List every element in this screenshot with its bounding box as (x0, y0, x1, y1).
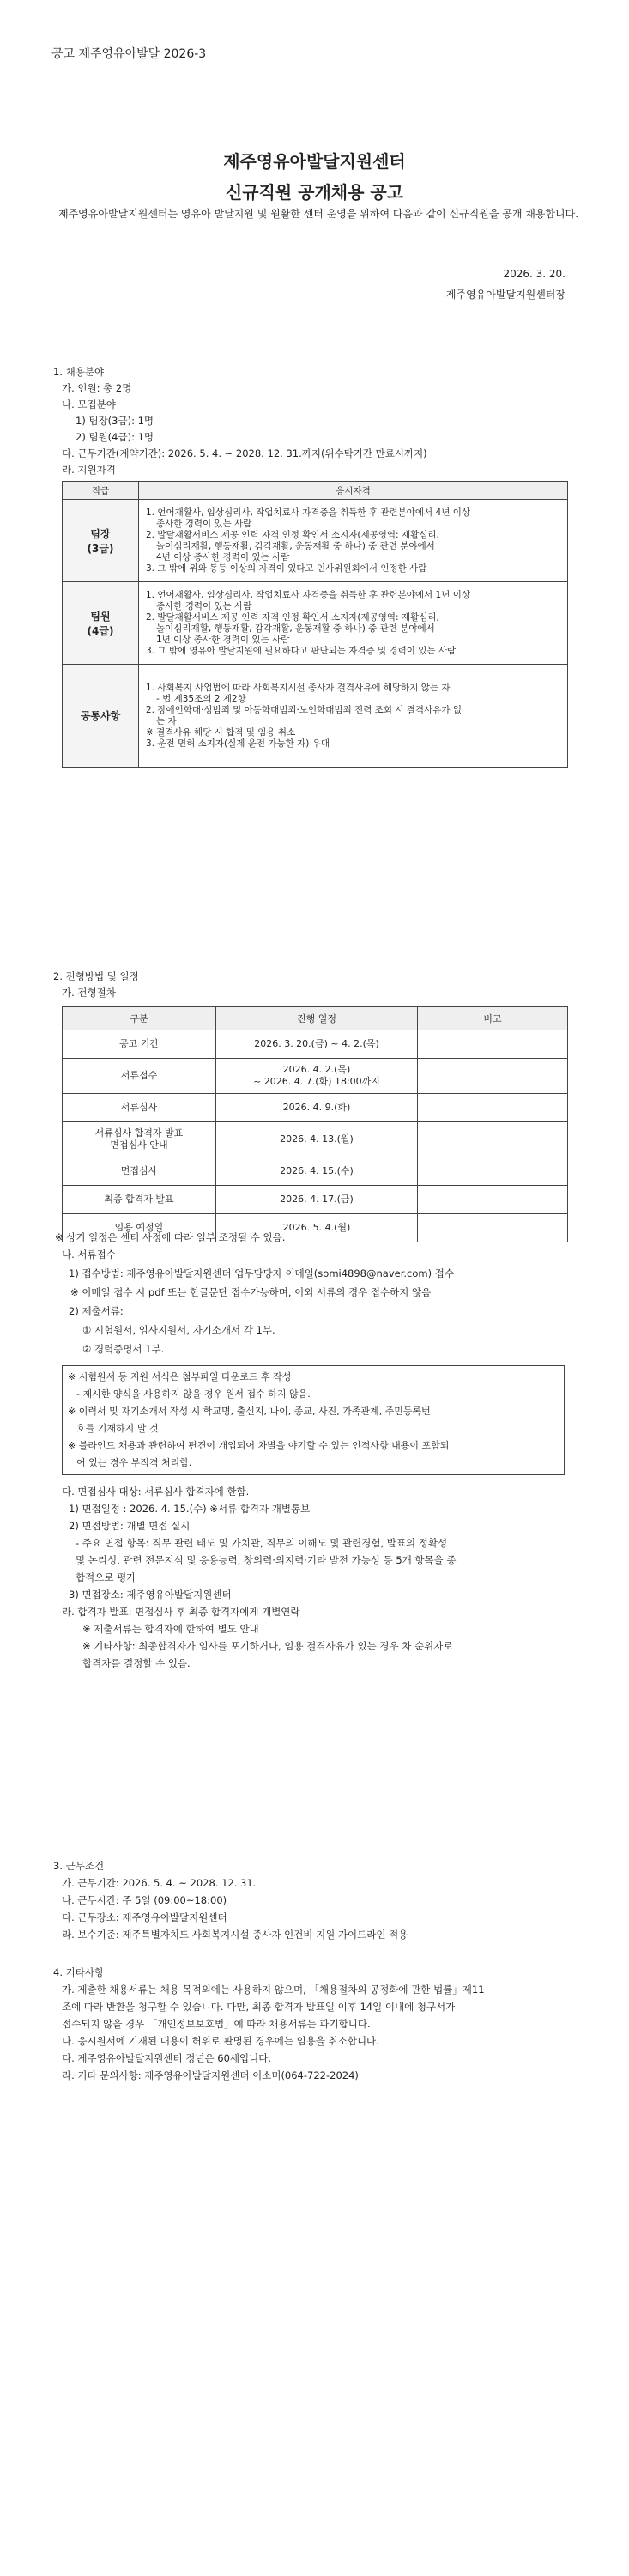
section-line: 가. 제출한 채용서류는 채용 목적외에는 사용하지 않으며, 「채용절차의 공정화에 관한 법률」제11 (62, 1984, 485, 1996)
table-header: 구분 (63, 1007, 216, 1030)
process-table (62, 1006, 568, 1242)
stage-note (418, 1059, 568, 1094)
section-line: 라. 지원자격 (62, 464, 116, 476)
section-line: ② 경력증명서 1부. (82, 1343, 165, 1355)
section-heading: 3. 근무조건 (53, 1860, 105, 1872)
section-line: 나. 근무시간: 주 5일 (09:00~18:00) (62, 1894, 227, 1906)
stage-note (418, 1186, 568, 1214)
stage-name: 공고 기간 (63, 1030, 216, 1059)
section-line: 가. 인원: 총 2명 (62, 382, 132, 394)
page-title: 제주영유아발달지원센터 (223, 151, 406, 172)
stage-schedule: 2026. 3. 20.(금) ~ 4. 2.(목) (216, 1030, 418, 1059)
notice-date: 2026. 3. 20. (503, 268, 565, 280)
section-line: 가. 전형절차 (62, 987, 116, 999)
role-name: 팀장 (90, 527, 111, 540)
section-line: 2) 팀원(4급): 1명 (76, 431, 154, 443)
qualification-line: 3. 그 밖에 영유아 발달지원에 필요하다고 판단되는 자격증 및 경력이 있는 사람 (146, 645, 457, 656)
schedule-note: ※ 상기 일정은 센터 사정에 따라 일부 조정될 수 있음. (55, 1231, 286, 1243)
stage-note (418, 1157, 568, 1186)
stage-schedule: 2026. 4. 13.(월) (216, 1122, 418, 1157)
qualification-cell (139, 582, 568, 665)
table-row (63, 1094, 568, 1122)
qualification-line: 2. 발달재활서비스 제공 인력 자격 인정 확인서 소지자(제공영역: 재활심리, (146, 529, 439, 540)
table-row (63, 1186, 568, 1214)
qualification-table (62, 481, 568, 768)
qualification-line: 1. 언어재활사, 임상심리사, 작업치료사 자격증을 취득한 후 관련분야에서 4년 이상 (146, 507, 470, 518)
qualification-line: 3. 운전 면허 소지자(실제 운전 가능한 자) 우대 (146, 738, 330, 749)
table-row (63, 1122, 568, 1157)
table-row (63, 1030, 568, 1059)
notice-number: 공고 제주영유아발달 2026-3 (51, 47, 207, 61)
box-line: ※ 이력서 및 자기소개서 작성 시 학교명, 출신지, 나이, 종교, 사진, 가족관계, 주민등록번 (68, 1406, 431, 1417)
section-heading: 4. 기타사항 (53, 1966, 105, 1978)
notice-box (62, 1365, 565, 1475)
box-line: - 제시한 양식을 사용하지 않을 경우 원서 접수 하지 않음. (76, 1388, 311, 1400)
notice-issuer: 제주영유아발달지원센터장 (445, 289, 565, 301)
section-line: 나. 응시원서에 기재된 내용이 허위로 판명된 경우에는 임용을 취소합니다. (62, 2035, 379, 2047)
qualification-line: 2. 발달재활서비스 제공 인력 자격 인정 확인서 소지자(제공영역: 재활심리, (146, 611, 439, 623)
section-line: 1) 면접일정 : 2026. 4. 15.(수) ※서류 합격자 개별통보 (69, 1503, 311, 1515)
stage-schedule: 2026. 5. 4.(월) (216, 1214, 418, 1242)
stage-schedule: 2026. 4. 2.(목) ~ 2026. 4. 7.(화) 18:00까지 (216, 1059, 418, 1094)
box-line: 호를 기재하지 말 것 (76, 1423, 159, 1434)
table-header: 진행 일정 (216, 1007, 418, 1030)
stage-name: 면접심사 (63, 1157, 216, 1186)
qualification-line: 놀이심리재활, 행동재활, 감각재활, 운동재활 중 하나) 중 관련 분야에서 (156, 540, 435, 551)
stage-name: 임용 예정일 (63, 1214, 216, 1242)
qualification-line: 는 자 (156, 715, 177, 726)
section-line: 다. 근무기간(계약기간): 2026. 5. 4. ~ 2028. 12. 31.까지(위수탁기간 만료시까지) (62, 447, 427, 459)
section-line: 1) 접수방법: 제주영유아발달지원센터 업무담당자 이메일(somi4898@naver.com) 접수 (69, 1267, 454, 1279)
section-line: ① 시험원서, 임사지원서, 자기소개서 각 1부. (82, 1324, 275, 1336)
box-line: 어 있는 경우 부적격 처리함. (76, 1457, 192, 1468)
section-line: 라. 합격자 발표: 면접심사 후 최종 합격자에게 개별연락 (62, 1606, 300, 1618)
table-header: 직급 (63, 482, 139, 500)
section-line: 3) 면접장소: 제주영유아발달지원센터 (69, 1589, 232, 1601)
section-line: ※ 기타사항: 최종합격자가 임사를 포기하거나, 임용 결격사유가 있는 경우 차 순위자로 (82, 1640, 453, 1652)
stage-schedule: 2026. 4. 17.(금) (216, 1186, 418, 1214)
stage-schedule: 2026. 4. 15.(수) (216, 1157, 418, 1186)
qualification-line: ※ 결격사유 해당 시 합격 및 임용 취소 (146, 726, 296, 738)
role-grade: (4급) (87, 624, 114, 637)
table-row (63, 1059, 568, 1094)
qualification-cell (139, 665, 568, 768)
section-line: 1) 팀장(3급): 1명 (76, 415, 154, 427)
section-line: 합적으로 평가 (76, 1571, 136, 1583)
role-cell (63, 582, 139, 665)
qualification-line: 4년 이상 종사한 경력이 있는 사람 (156, 551, 290, 562)
section-line: 라. 보수기준: 제주특별자치도 사회복지시설 종사자 인건비 지원 가이드라인 적용 (62, 1929, 408, 1941)
table-header: 비고 (418, 1007, 568, 1030)
section-line: ※ 이메일 접수 시 pdf 또는 한글문단 접수가능하며, 이외 서류의 경우 접수하지 않음 (70, 1286, 432, 1298)
stage-note (418, 1030, 568, 1059)
section-line: 조에 따라 반환을 청구할 수 있습니다. 다만, 최종 합격자 발표일 이후 14일 이내에 청구서가 (62, 2001, 456, 2013)
stage-note (418, 1214, 568, 1242)
role-cell (63, 665, 139, 768)
stage-name: 서류접수 (63, 1059, 216, 1094)
section-line: 및 논리성, 관련 전문지식 및 응용능력, 창의력·의지력·기타 발전 가능성 등 5개 항목을 종 (76, 1554, 457, 1566)
section-line: 2) 제출서류: (69, 1305, 124, 1317)
qualification-line: 놀이심리재활, 행동재활, 감각재활, 운동재활 중 하나) 중 관련 분야에서 (156, 623, 435, 634)
section-line: 다. 제주영유아발달지원센터 정년은 60세입니다. (62, 2052, 271, 2064)
stage-schedule: 2026. 4. 9.(화) (216, 1094, 418, 1122)
page-subtitle: 신규직원 공개채용 공고 (225, 182, 404, 203)
qualification-line: 1. 사회복지 사업법에 따라 사회복지시설 종사자 결격사유에 해당하지 않는 자 (146, 682, 451, 693)
section-line: 나. 서류접수 (62, 1249, 116, 1261)
section-line: 합격자를 결정할 수 있음. (82, 1657, 191, 1669)
section-line: ※ 제출서류는 합격자에 한하여 별도 안내 (82, 1623, 259, 1635)
qualification-line: - 법 제35조의 2 제2항 (156, 693, 246, 704)
qualification-line: 종사한 경력이 있는 사람 (156, 518, 252, 529)
section-heading: 2. 전형방법 및 일정 (53, 970, 139, 982)
section-line: 2) 면접방법: 개별 면접 실시 (69, 1520, 191, 1532)
stage-name: 서류심사 합격자 발표 면접심사 안내 (63, 1122, 216, 1157)
section-line: - 주요 면접 항목: 직무 관련 태도 및 가치관, 직무의 이해도 및 관련경험, 발표의 정확성 (76, 1537, 448, 1549)
role-cell (63, 500, 139, 582)
qualification-line: 1. 언어재활사, 임상심리사, 작업치료사 자격증을 취득한 후 관련분야에서 1년 이상 (146, 589, 470, 600)
section-line: 라. 기타 문의사항: 제주영유아발달지원센터 이소미(064-722-2024) (62, 2069, 359, 2081)
section-line: 다. 면접심사 대상: 서류심사 합격자에 한함. (62, 1485, 250, 1498)
section-line: 접수되지 않을 경우 「개인정보보호법」에 따라 채용서류는 파기합니다. (62, 2018, 371, 2030)
stage-note (418, 1122, 568, 1157)
role-name: 팀원 (90, 610, 111, 623)
section-heading: 1. 채용분야 (53, 366, 105, 378)
qualification-line: 종사한 경력이 있는 사람 (156, 600, 252, 611)
role-name: 공통사항 (80, 710, 121, 722)
role-grade: (3급) (87, 542, 114, 555)
qualification-cell (139, 500, 568, 582)
stage-name: 최종 합격자 발표 (63, 1186, 216, 1214)
table-row (63, 1157, 568, 1186)
qualification-line: 1년 이상 종사한 경력이 있는 사람 (156, 634, 290, 645)
section-line: 다. 근무장소: 제주영유아발달지원센터 (62, 1911, 227, 1923)
box-line: ※ 시험원서 등 지원 서식은 첨부파일 다운로드 후 작성 (68, 1371, 292, 1382)
qualification-line: 3. 그 밖에 위와 동등 이상의 자격이 있다고 인사위원회에서 인정한 사람 (146, 562, 427, 574)
intro-paragraph: 제주영유아발달지원센터는 영유아 발달지원 및 원활한 센터 운영을 위하여 다음과 같이 신규직원을 공개 채용합니다. (58, 208, 579, 220)
stage-note (418, 1094, 568, 1122)
stage-name: 서류심사 (63, 1094, 216, 1122)
table-header: 응시자격 (139, 482, 568, 500)
section-line: 나. 모집분야 (62, 398, 116, 410)
section-line: 가. 근무기간: 2026. 5. 4. ~ 2028. 12. 31. (62, 1877, 257, 1889)
box-line: ※ 블라인드 채용과 관련하여 편견이 개입되어 차별을 야기할 수 있는 인적사항 내용이 포함되 (68, 1440, 450, 1451)
qualification-line: 2. 장애인학대·성범죄 및 아동학대범죄·노인학대범죄 전력 조회 시 결격사유가 없 (146, 704, 462, 715)
